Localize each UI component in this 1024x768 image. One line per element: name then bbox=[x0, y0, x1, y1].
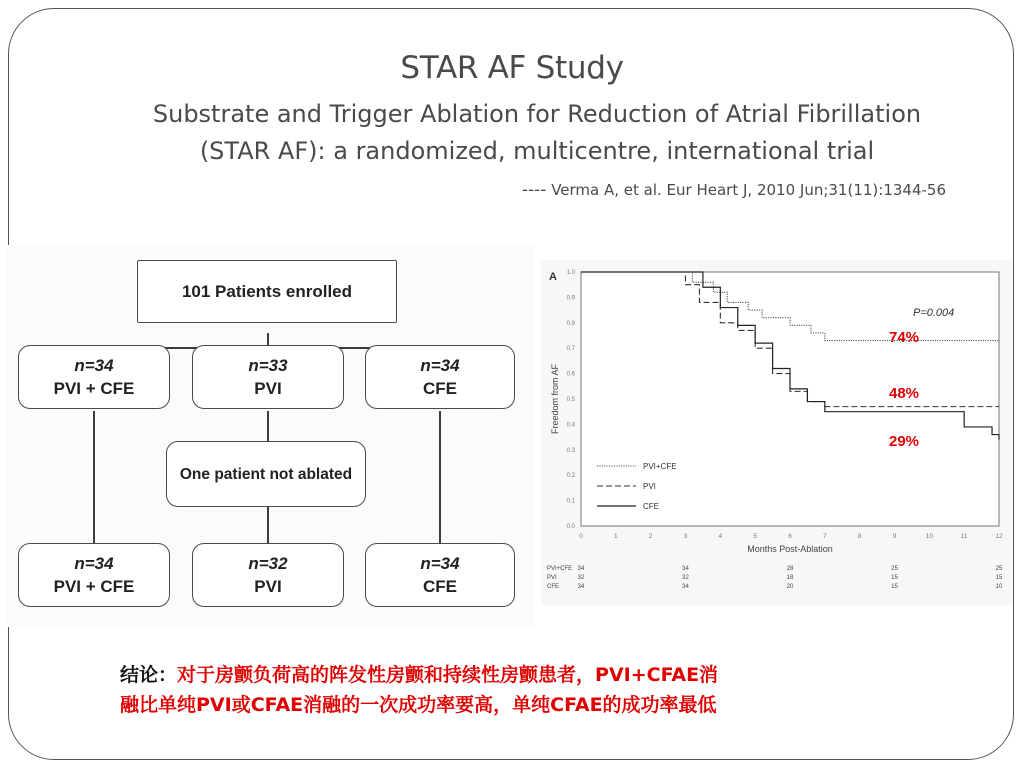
conclusion-line-2: 融比单纯PVI或CFAE消融的一次成功率要高，单纯CFAE的成功率最低 bbox=[120, 694, 717, 716]
risk-table-value: 28 bbox=[786, 566, 794, 572]
y-tick-label: 0.1 bbox=[566, 498, 575, 505]
group-label: CFE bbox=[423, 577, 457, 596]
legend-label: PVI bbox=[643, 482, 656, 491]
group-label: PVI + CFE bbox=[53, 379, 135, 398]
annotation-percent: 74% bbox=[889, 329, 920, 346]
group-label: PVI + CFE bbox=[53, 577, 135, 596]
x-tick-label: 5 bbox=[753, 533, 757, 540]
enrolled-box bbox=[137, 260, 397, 323]
risk-table-value: 34 bbox=[577, 584, 585, 590]
conclusion bbox=[120, 660, 940, 720]
x-tick-label: 6 bbox=[788, 533, 792, 540]
group-n: n=33 bbox=[248, 356, 288, 375]
x-tick-label: 1 bbox=[614, 533, 618, 540]
risk-table-row-label: CFE bbox=[547, 584, 559, 590]
group-label: PVI bbox=[254, 379, 282, 398]
risk-table-value: 32 bbox=[682, 575, 689, 581]
group-box-top-pvi-cfe bbox=[18, 345, 170, 409]
x-tick-label: 8 bbox=[857, 533, 862, 540]
enrollment-flowchart bbox=[6, 245, 534, 627]
risk-table-value: 25 bbox=[995, 566, 1003, 572]
annotation-percent: 29% bbox=[889, 433, 920, 450]
group-n: n=34 bbox=[420, 356, 460, 375]
group-box-top-cfe bbox=[365, 345, 515, 409]
group-box-bottom-cfe bbox=[365, 543, 515, 607]
conclusion-line-1: 对于房颤负荷高的阵发性房颤和持续性房颤患者，PVI+CFAE消 bbox=[177, 664, 719, 686]
group-label: PVI bbox=[254, 577, 282, 596]
risk-table-value: 15 bbox=[995, 575, 1003, 581]
y-tick-label: 0.5 bbox=[566, 397, 575, 403]
p-value: P=0.004 bbox=[913, 307, 955, 319]
not-ablated-box bbox=[166, 441, 366, 507]
y-tick-label: 1.0 bbox=[566, 270, 575, 276]
x-tick-label: 10 bbox=[925, 533, 933, 540]
citation bbox=[522, 180, 946, 200]
risk-table-row-label: PVI bbox=[547, 575, 557, 581]
flow-connector bbox=[439, 411, 441, 543]
risk-table-value: 20 bbox=[786, 584, 794, 590]
x-tick-label: 9 bbox=[892, 533, 897, 540]
legend-label: CFE bbox=[643, 502, 659, 511]
y-tick-label: 0.6 bbox=[566, 371, 575, 378]
risk-table-value: 34 bbox=[682, 584, 689, 590]
group-box-bottom-pvi-cfe bbox=[18, 543, 170, 607]
slide-subtitle bbox=[60, 96, 1014, 170]
y-tick-label: 0.7 bbox=[566, 346, 575, 353]
flow-connector bbox=[267, 507, 269, 543]
y-tick-label: 0.0 bbox=[566, 524, 575, 530]
citation-dash: ---- bbox=[521, 180, 547, 200]
risk-table-value: 25 bbox=[891, 566, 898, 572]
y-tick-label: 0.3 bbox=[566, 447, 575, 454]
x-tick-label: 11 bbox=[960, 533, 968, 540]
panel-label: A bbox=[549, 271, 557, 283]
group-n: n=34 bbox=[420, 554, 460, 573]
risk-table-value: 32 bbox=[577, 575, 585, 581]
legend-label: PVI+CFE bbox=[643, 462, 677, 471]
citation-text: Verma A, et al. Eur Heart J, 2010 Jun;31(11):1344-56 bbox=[551, 181, 946, 199]
y-tick-label: 0.9 bbox=[566, 295, 575, 302]
flow-connector bbox=[93, 411, 95, 543]
x-tick-label: 3 bbox=[683, 533, 688, 540]
flow-connector bbox=[267, 411, 269, 443]
risk-table-value: 34 bbox=[682, 566, 689, 572]
x-tick-label: 4 bbox=[718, 533, 723, 540]
kaplan-meier-chart bbox=[541, 260, 1013, 605]
risk-table-row-label: PVI+CFE bbox=[547, 566, 573, 572]
group-n: n=34 bbox=[74, 554, 114, 573]
not-ablated-label: One patient not ablated bbox=[179, 465, 353, 483]
km-svg bbox=[541, 260, 1013, 605]
x-tick-label: 2 bbox=[648, 533, 653, 540]
y-tick-label: 0.2 bbox=[566, 473, 575, 480]
x-tick-label: 12 bbox=[995, 533, 1003, 540]
group-n: n=32 bbox=[248, 554, 288, 573]
enrolled-label: 101 Patients enrolled bbox=[181, 282, 353, 301]
conclusion-label: 结论： bbox=[120, 664, 178, 686]
risk-table-value: 34 bbox=[577, 566, 585, 572]
risk-table-value: 15 bbox=[891, 575, 898, 581]
y-axis-label: Freedom from AF bbox=[550, 363, 560, 435]
risk-table-value: 15 bbox=[891, 584, 898, 590]
y-tick-label: 0.8 bbox=[566, 320, 575, 327]
group-n: n=34 bbox=[74, 356, 114, 375]
annotation-percent: 48% bbox=[889, 385, 920, 402]
x-tick-label: 7 bbox=[823, 533, 827, 540]
x-tick-label: 0 bbox=[579, 533, 583, 540]
risk-table-value: 10 bbox=[995, 584, 1003, 590]
x-axis-label: Months Post-Ablation bbox=[747, 544, 833, 554]
group-box-top-pvi bbox=[192, 345, 344, 409]
group-box-bottom-pvi bbox=[192, 543, 344, 607]
slide-title: STAR AF Study bbox=[400, 50, 624, 86]
risk-table-value: 18 bbox=[786, 575, 794, 581]
group-label: CFE bbox=[423, 379, 457, 398]
subtitle-line-2: (STAR AF): a randomized, multicentre, international trial bbox=[199, 137, 875, 165]
subtitle-line-1: Substrate and Trigger Ablation for Reduction of Atrial Fibrillation bbox=[152, 100, 922, 128]
y-tick-label: 0.4 bbox=[566, 422, 575, 429]
